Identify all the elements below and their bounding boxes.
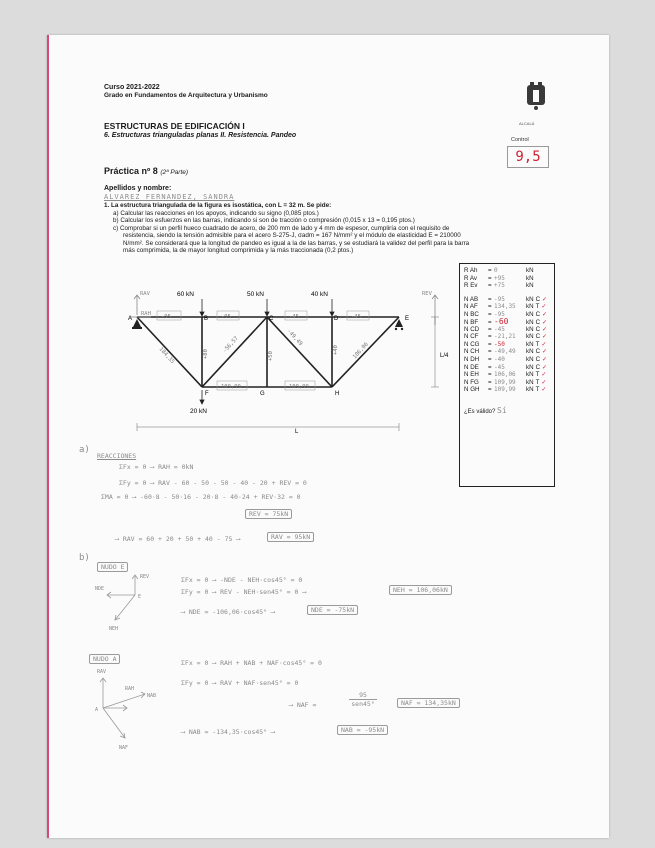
bar-force-label: N BF: [464, 319, 479, 327]
sketch-a: A: [95, 707, 99, 713]
span-label: L: [295, 429, 299, 435]
work-a-label: a): [79, 445, 90, 455]
node-b: B: [204, 316, 209, 322]
reactions-list: [464, 267, 550, 290]
node-d: D: [334, 316, 339, 322]
bar-value-dh: +40: [333, 345, 339, 355]
bar-force-value: 106,06: [494, 371, 516, 379]
equation-4: ⟶ RAV = 60 + 20 + 50 + 40 - 75 ⟶: [115, 535, 241, 543]
bar-force-unit: kN: [526, 371, 534, 379]
fraction-denominator: sen45°: [351, 700, 375, 708]
bar-value-eh: 106,06: [352, 341, 370, 361]
load-50: 50 kN: [247, 291, 264, 298]
equals-sign: =: [488, 325, 492, 333]
practice-part: (2ª Parte): [160, 169, 189, 176]
bar-force-value: -95: [494, 295, 505, 303]
bar-force-value: -40: [494, 356, 505, 364]
name-label: Apellidos y nombre:: [104, 185, 172, 192]
check-mark-icon: ✓: [541, 378, 547, 386]
check-mark-icon: ✓: [542, 325, 548, 333]
bar-value-de: -45: [351, 314, 361, 320]
problem-statement: [104, 202, 584, 255]
node-f: F: [205, 391, 209, 397]
force-type: T: [535, 371, 540, 379]
force-type: C: [535, 325, 541, 333]
rev-label: REV: [422, 291, 432, 297]
bar-force-value: 134,35: [494, 303, 516, 311]
bar-force-row: [464, 303, 550, 311]
node-e-title: NUDO E: [97, 562, 128, 572]
question-a: a) Calcular las reacciones en los apoyos, indicando su signo (0,085 ptos.): [113, 209, 319, 217]
bar-value-cg: +50: [268, 351, 274, 361]
node-a-eq1: ΣFx = 0 ⟶ RAH + NAB + NAF·cos45° = 0: [181, 659, 322, 667]
bar-eh: [332, 317, 399, 387]
grade-box: 9,5: [507, 146, 549, 168]
question-c-line1: c) Comprobar si un perfil hueco cuadrado de acero, de 200 mm de lado y 4 mm de espesor, cumpliría con el requisito de: [113, 224, 450, 232]
equals-sign: =: [488, 303, 492, 311]
bar-value-bc: -95: [221, 314, 231, 320]
bar-force-row: [464, 326, 550, 334]
bar-force-row: [464, 333, 550, 341]
force-type: T: [535, 303, 540, 311]
equation-2: ΣFy = 0 ⟶ RAV - 60 - 50 - 50 - 40 - 20 + REV = 0: [119, 479, 307, 487]
question-c-line2: resistencia, siendo la tensión admisible para el acero S-275-J, σadm = 167 N/mm² y el módulo de elasticidad E = 210000: [123, 232, 461, 239]
node-c: C: [269, 316, 274, 322]
bar-force-unit: kN: [526, 325, 534, 333]
check-mark-icon: ✓: [541, 371, 547, 379]
bar-force-value: -95: [494, 310, 505, 318]
bar-force-row: [464, 379, 550, 387]
equals-sign: =: [488, 348, 492, 356]
bar-force-row: [464, 364, 550, 372]
bar-ch: [267, 317, 332, 387]
bar-value-cd: -45: [289, 314, 299, 320]
bar-force-row: [464, 356, 550, 364]
force-type: C: [535, 310, 541, 318]
question-b: b) Calcular los esfuerzos en las barras, indicando si son de tracción o compresión (0,015 x 13 = 0,195 ptos.): [113, 217, 415, 224]
bar-force-label: N BC: [464, 310, 479, 318]
truss-diagram: [117, 287, 457, 472]
bar-force-value: 109,99: [494, 386, 516, 394]
bar-value-bf: +80: [203, 349, 209, 359]
bar-force-value: -45: [494, 363, 505, 371]
equals-sign: =: [488, 363, 492, 371]
node-a-eq3-lhs: ⟶ NAF =: [289, 701, 317, 709]
rah-label: RAH: [141, 311, 151, 317]
node-g: G: [260, 391, 265, 397]
node-e-eq2-result: NEH = 106,06kN: [389, 585, 452, 595]
bar-force-value: -60: [494, 317, 509, 327]
node-a: A: [128, 316, 133, 322]
equals-sign: =: [488, 386, 492, 394]
reaction-label: R Ah: [464, 267, 478, 274]
reaction-label: R Av: [464, 274, 477, 282]
university-logo-icon: [521, 81, 551, 121]
bar-force-unit: kN: [526, 356, 534, 364]
exam-sheet: [47, 35, 609, 838]
equals-sign: =: [488, 371, 492, 379]
bar-force-row: [464, 296, 550, 304]
force-type: C: [535, 319, 541, 327]
bar-force-label: N CF: [464, 333, 479, 341]
bar-force-row: [464, 371, 550, 379]
node-a-eq2: ΣFy = 0 ⟶ RAV + NAF·sen45° = 0: [181, 679, 299, 687]
check-mark-icon: ✓: [541, 340, 547, 348]
check-mark-icon: ✓: [541, 303, 547, 311]
node-a-title: NUDO A: [89, 654, 120, 664]
force-type: C: [535, 363, 541, 371]
course-year: Curso 2021-2022: [104, 84, 160, 91]
bar-force-value: -49,49: [494, 348, 516, 356]
node-a-sketch: [75, 663, 175, 753]
node-e-eq3: ⟶ NDE = -106,06·cos45° ⟶: [181, 608, 275, 616]
work-b-label: b): [79, 553, 90, 563]
bar-force-label: N CD: [464, 325, 480, 333]
check-mark-icon: ✓: [542, 363, 548, 371]
equals-sign: =: [488, 267, 492, 274]
bar-force-label: N GH: [464, 386, 480, 394]
bar-force-label: N CH: [464, 348, 480, 356]
equals-sign: =: [488, 378, 492, 386]
equals-sign: =: [488, 356, 492, 364]
question-c-line4: más comprimida, la de mayor longitud comprimida y la más traccionada (0,2 ptos.): [123, 247, 354, 254]
node-a-eq4-result: NAB = -95kN: [337, 725, 388, 735]
bar-force-label: N FG: [464, 378, 479, 386]
control-label: Control: [511, 137, 529, 143]
reaction-label: R Ev: [464, 282, 478, 290]
bar-force-label: N EH: [464, 371, 479, 379]
equation-1: ΣFx = 0 ⟶ RAH = 0kN: [119, 463, 194, 471]
node-a-eq3-fraction: [349, 691, 377, 708]
bar-force-unit: kN: [526, 363, 534, 371]
reaction-row: [464, 275, 550, 283]
check-mark-icon: ✓: [542, 310, 548, 318]
validity-row: [464, 406, 550, 415]
subject-title: ESTRUCTURAS DE EDIFICACIÓN I: [104, 121, 245, 131]
bar-value-ch: -49,49: [285, 328, 304, 348]
valid-question: ¿Es válido?: [464, 408, 496, 415]
reaction-row: [464, 267, 550, 275]
results-panel: [459, 263, 555, 487]
bar-force-value: 109,99: [494, 378, 516, 386]
bar-force-unit: kN: [526, 340, 534, 348]
valid-answer: Sí: [497, 405, 507, 415]
node-h: H: [335, 391, 340, 397]
height-label: L/4: [440, 353, 449, 359]
bar-force-row: [464, 341, 550, 349]
node-a-eq4: ⟶ NAB = -134,35·cos45° ⟶: [181, 728, 275, 736]
load-20: 20 kN: [190, 408, 207, 415]
bar-force-unit: kN: [526, 386, 534, 394]
bar-force-value: -45: [494, 325, 505, 333]
node-e: E: [405, 316, 410, 322]
force-type: T: [535, 340, 540, 348]
bar-value-cf: -56,57: [222, 335, 240, 355]
reaction-unit: kN: [526, 274, 534, 282]
practice-number: Práctica nº 8: [104, 166, 158, 176]
force-type: C: [535, 295, 541, 303]
rav-label: RAV: [140, 291, 150, 297]
bar-value-fg: 109,99: [221, 384, 241, 390]
bar-force-unit: kN: [526, 303, 534, 311]
student-name: ALVAREZ FERNANDEZ, SANDRA: [104, 193, 235, 201]
problem-intro: 1. La estructura triangulada de la figura es isostática, con L = 32 m. Se pide:: [104, 202, 332, 209]
equals-sign: =: [488, 310, 492, 318]
load-40: 40 kN: [311, 291, 328, 298]
equals-sign: =: [488, 340, 492, 348]
sketch-rah: RAH: [125, 686, 135, 692]
bar-force-row: [464, 348, 550, 356]
question-c-line3: N/mm². Se considerará que la longitud de pandeo es igual a la de las barras, y se estudiará la validez del perfil para la barra: [123, 239, 470, 247]
bar-force-value: -21,21: [494, 333, 516, 341]
sketch-nab: NAB: [147, 693, 157, 699]
bar-force-row: [464, 318, 550, 326]
reaction-value: 0: [494, 267, 498, 274]
bar-force-unit: kN: [526, 333, 534, 341]
check-mark-icon: ✓: [542, 356, 548, 364]
fraction-numerator: 95: [349, 691, 377, 700]
check-mark-icon: ✓: [542, 319, 548, 327]
force-type: C: [535, 356, 541, 364]
check-mark-icon: ✓: [542, 333, 548, 341]
bar-force-label: N AF: [464, 303, 478, 311]
bar-forces-list: [464, 296, 550, 394]
bar-value-ab: -95: [161, 314, 171, 320]
check-mark-icon: ✓: [542, 295, 548, 303]
bar-value-gh: 109,99: [289, 384, 309, 390]
logo-text: ALCALÁ: [519, 121, 535, 126]
force-type: T: [535, 386, 540, 394]
bar-force-unit: kN: [526, 348, 534, 356]
reaction-row: [464, 282, 550, 290]
check-mark-icon: ✓: [541, 386, 547, 394]
sketch-naf: NAF: [119, 745, 129, 751]
node-a-eq3-result: NAF = 134,35kN: [397, 698, 460, 708]
practice-title: [104, 166, 188, 176]
reaction-value: +75: [494, 282, 505, 290]
equals-sign: =: [488, 333, 492, 341]
bar-force-unit: kN: [526, 378, 534, 386]
node-e-sketch: [85, 570, 165, 640]
equals-sign: =: [488, 319, 492, 327]
bar-force-unit: kN: [526, 310, 534, 318]
reactions-title: REACCIONES: [97, 452, 137, 460]
node-e-eq1: ΣFx = 0 ⟶ -NDE - NEH·cos45° = 0: [181, 576, 303, 584]
bar-value-af: 184,35: [157, 346, 176, 366]
equation-3: ΣMA = 0 ⟶ -60·8 - 50·16 - 20·8 - 40·24 + REV·32 = 0: [101, 493, 301, 501]
degree-name: Grado en Fundamentos de Arquitectura y Urbanismo: [104, 92, 268, 99]
bar-force-unit: kN: [526, 295, 534, 303]
node-e-eq2: ΣFy = 0 ⟶ REV - NEH·sen45° = 0 ⟶: [181, 588, 307, 596]
force-type: C: [535, 333, 541, 341]
bar-force-label: N AB: [464, 295, 479, 303]
equation-4-result: RAV = 95kN: [267, 532, 314, 542]
equals-sign: =: [488, 295, 492, 303]
sketch-e: E: [138, 594, 142, 600]
equals-sign: =: [488, 282, 492, 290]
sketch-nde: NDE: [95, 586, 105, 592]
bar-cf: [202, 317, 267, 387]
equation-3-result: REV = 75kN: [245, 509, 292, 519]
topic-title: 6. Estructuras trianguladas planas II. Resistencia. Pandeo: [104, 132, 297, 139]
bar-af: [137, 317, 202, 387]
reaction-value: +95: [494, 274, 505, 282]
force-type: C: [535, 348, 541, 356]
load-60: 60 kN: [177, 291, 194, 298]
bar-force-label: N DE: [464, 363, 479, 371]
bar-force-row: [464, 386, 550, 394]
node-e-eq3-result: NDE = -75kN: [307, 605, 358, 615]
reaction-unit: kN: [526, 282, 534, 290]
bar-force-value: -50: [494, 340, 505, 348]
force-type: T: [535, 378, 540, 386]
bar-force-label: N DH: [464, 356, 480, 364]
sketch-rev: REV: [140, 574, 150, 580]
check-mark-icon: ✓: [542, 348, 548, 356]
sketch-neh: NEH: [109, 626, 119, 632]
reaction-unit: kN: [526, 267, 534, 274]
sketch-rav: RAV: [97, 669, 107, 675]
equals-sign: =: [488, 274, 492, 282]
bar-force-unit: kN: [526, 319, 534, 327]
bar-force-label: N CG: [464, 340, 480, 348]
